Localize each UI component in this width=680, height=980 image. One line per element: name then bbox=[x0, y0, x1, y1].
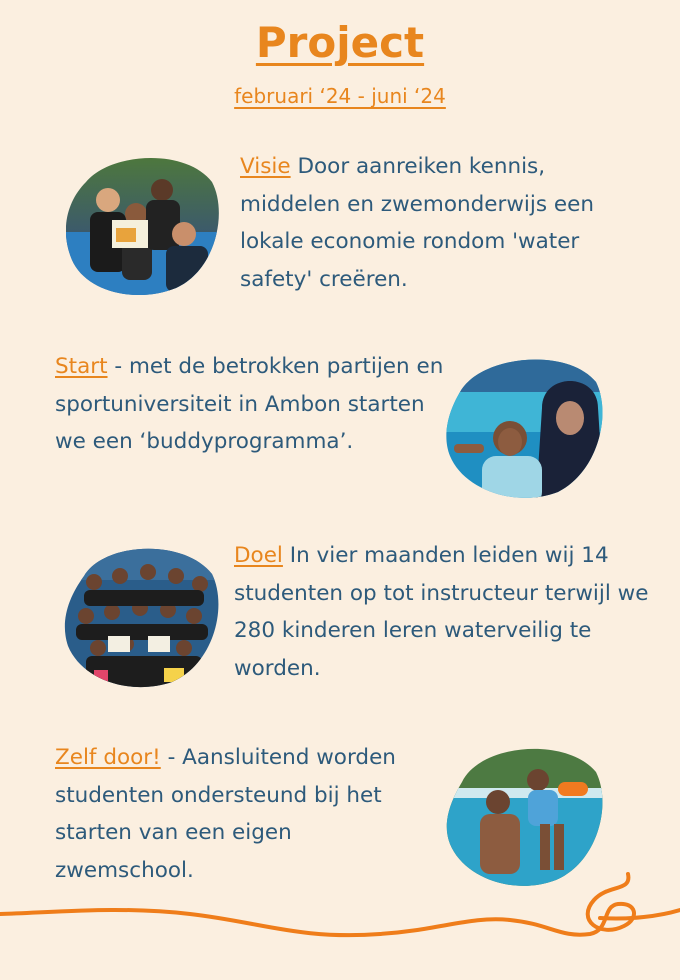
keyword-start[interactable]: Start bbox=[55, 354, 108, 379]
section-start bbox=[55, 348, 445, 461]
section-doel bbox=[234, 537, 654, 687]
text-zelf-door: - Aansluitend worden studenten ondersteund bij het starten van een eigen zwemschool. bbox=[55, 745, 396, 883]
page-title: Project bbox=[255, 18, 425, 67]
keyword-doel[interactable]: Doel bbox=[234, 543, 283, 568]
project-period: februari ‘24 - juni ‘24 bbox=[234, 84, 446, 108]
decorative-wave bbox=[0, 860, 680, 980]
photo-girl-and-woman-pool bbox=[446, 352, 604, 502]
keyword-zelf-door[interactable]: Zelf door! bbox=[55, 745, 161, 770]
section-visie bbox=[240, 148, 640, 298]
photo-large-group-children bbox=[64, 540, 220, 690]
text-visie: Door aanreiken kennis, middelen en zwemonderwijs een lokale economie rondom 'water safety' creëren. bbox=[240, 154, 594, 292]
photo-group-certificates bbox=[66, 152, 222, 298]
keyword-visie[interactable]: Visie bbox=[240, 154, 291, 179]
text-doel: In vier maanden leiden wij 14 studenten op tot instructeur terwijl we 280 kinderen leren waterveilig te worden. bbox=[234, 543, 649, 681]
text-start: - met de betrokken partijen en sportuniversiteit in Ambon starten we een ‘buddyprogramma’. bbox=[55, 354, 444, 454]
